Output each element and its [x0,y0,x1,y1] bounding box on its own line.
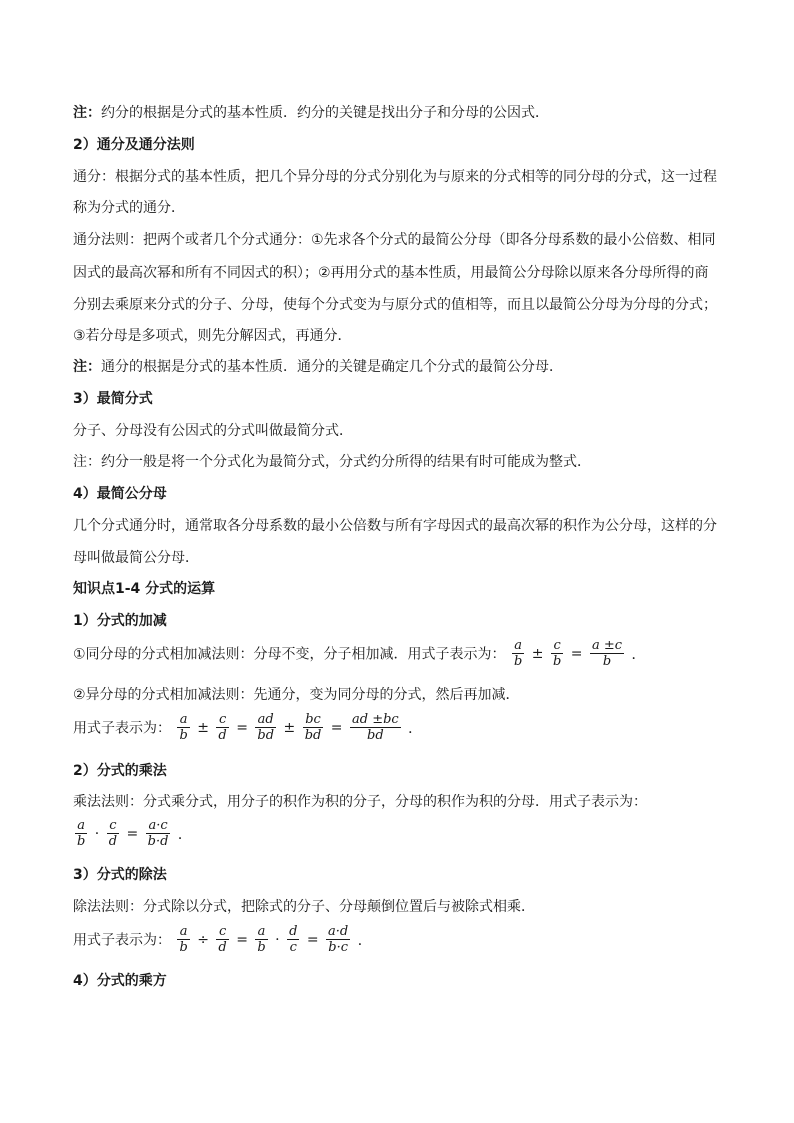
heading-common-denominator: 2）通分及通分法则 [73,137,195,153]
formula-add-same-denominator: ①同分母的分式相加减法则：分母不变，分子相加减．用式子表示为： $\frac{a}{b}$ ± $\frac{c}{b}$ = $\frac{a \pm c}{b}$ ． [73,638,646,669]
note-text: 约分的根据是分式的基本性质．约分的关键是找出分子和分母的公因式． [101,105,549,121]
fraction: $\frac{c}{d}$ [218,712,227,743]
heading-lcd: 4）最简公分母 [73,486,167,502]
paragraph-line: 乘法法则：分式乘分式，用分子的积作为积的分子，分母的积作为积的分母．用式子表示为： [73,794,647,810]
heading-add-subtract: 1）分式的加减 [73,613,167,629]
paragraph-line: 称为分式的通分． [73,200,185,216]
paragraph-line: 注：约分一般是将一个分式化为最简分式，分式约分所得的结果有时可能成为整式． [73,454,591,470]
heading-simplest-fraction: 3）最简分式 [73,391,153,407]
note-label: 注： [73,359,101,375]
paragraph-line: 分别去乘原来分式的分子、分母，使每个分式变为与原分式的值相等，而且以最简公分母为分母的分式； [73,297,717,313]
paragraph-line: 通分法则：把两个或者几个分式通分：①先求各个分式的最简公分母（即各分母系数的最小公倍数、相同 [73,232,716,248]
fraction: $\frac{a \pm c}{b}$ [591,638,623,669]
fraction: $\frac{c}{d}$ [108,818,118,849]
paragraph-line: 因式的最高次幂和所有不同因式的积）；②再用分式的基本性质，用最简公分母除以原来各分母所得的商 [73,265,709,281]
fraction: $\frac{a}{b}$ [514,638,523,669]
paragraph-line: ③若分母是多项式，则先分解因式，再通分． [73,328,352,344]
fraction: $\frac{c}{d}$ [218,924,227,955]
formula-multiplication: $\frac{a}{b}$ · $\frac{c}{d}$ = $\frac{a\cdot c}{b\cdot d}$ ． [77,818,192,849]
fraction: $\frac{a\cdot d}{b\cdot c}$ [328,924,349,955]
rule-text: 用式子表示为： [73,932,171,949]
heading-power: 4）分式的乘方 [73,973,167,989]
paragraph-line: 通分：根据分式的基本性质，把几个异分母的分式分别化为与原来的分式相等的同分母的分式，这一过程 [73,169,717,185]
heading-fraction-operations: 知识点1-4 分式的运算 [73,581,216,597]
rule-text: 用式子表示为： [73,720,171,737]
paragraph-line: ②异分母的分式相加减法则：先通分，变为同分母的分式，然后再加减． [73,687,520,703]
fraction: $\frac{a}{b}$ [179,712,188,743]
fraction: $\frac{a}{b}$ [257,924,266,955]
fraction: $\frac{c}{b}$ [552,638,562,669]
paragraph-line: 母叫做最简公分母． [73,550,199,566]
fraction: $\frac{ad \pm bc}{bd}$ [351,712,399,743]
heading-multiplication: 2）分式的乘法 [73,763,167,779]
fraction: $\frac{a}{b}$ [77,818,86,849]
fraction: $\frac{ad}{bd}$ [257,712,275,743]
note-label: 注： [73,105,101,121]
paragraph-line: 分子、分母没有公因式的分式叫做最简分式． [73,423,353,439]
note-reduction [73,104,549,122]
paragraph-line: 几个分式通分时，通常取各分母系数的最小公倍数与所有字母因式的最高次幂的积作为公分母，这样的分 [73,518,717,534]
fraction: $\frac{d}{c}$ [289,924,298,955]
heading-division: 3）分式的除法 [73,867,167,883]
formula-add-different-denominator: 用式子表示为： $\frac{a}{b}$ ± $\frac{c}{d}$ = $\frac{ad}{bd}$ ± $\frac{bc}{bd}$ = $\frac{ad \pm bc}{bd}$ ． [73,712,423,743]
rule-text: ①同分母的分式相加减法则：分母不变，分子相加减．用式子表示为： [73,646,506,663]
fraction: $\frac{bc}{bd}$ [304,712,322,743]
note-common-denominator [73,358,563,376]
formula-division: 用式子表示为： $\frac{a}{b}$ ÷ $\frac{c}{d}$ = $\frac{a}{b}$ · $\frac{d}{c}$ = $\frac{a\cdot d}{b\cdot c}$ ． [73,924,372,955]
paragraph-line: 除法法则：分式除以分式，把除式的分子、分母颠倒位置后与被除式相乘． [73,899,535,915]
fraction: $\frac{a\cdot c}{b\cdot d}$ [147,818,169,849]
fraction: $\frac{a}{b}$ [179,924,188,955]
note-text: 通分的根据是分式的基本性质．通分的关键是确定几个分式的最简公分母． [101,359,563,375]
